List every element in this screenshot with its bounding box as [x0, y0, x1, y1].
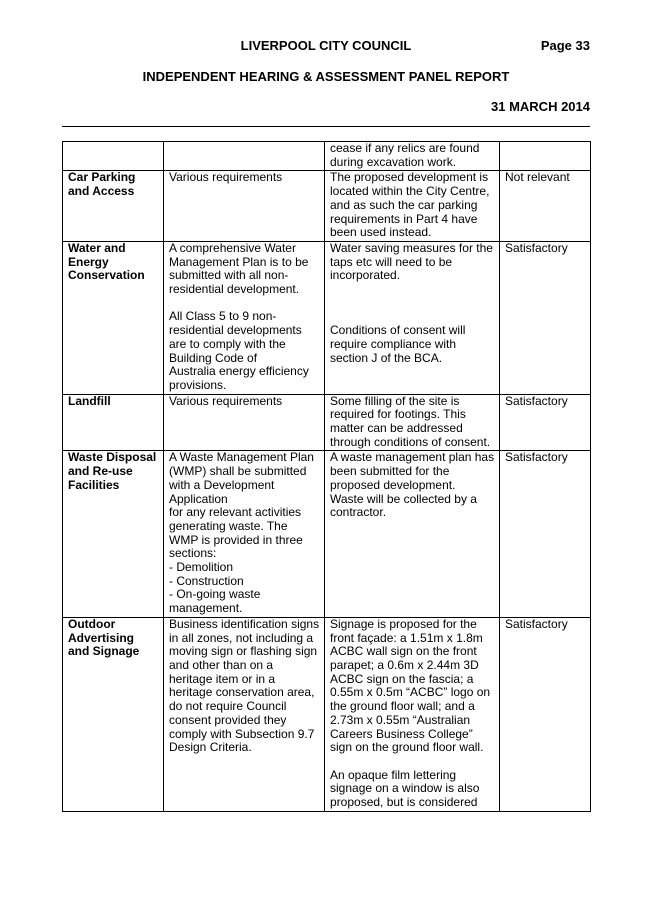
requirement-line: consent provided they [169, 712, 287, 727]
requirement-line: residential developments [169, 323, 302, 338]
requirement-line: Design Criteria. [169, 740, 252, 755]
compliance-cell [500, 617, 591, 811]
comment-line: Water saving measures for the [330, 241, 493, 255]
comment-line [330, 283, 494, 297]
control-label: Landfill [68, 394, 111, 408]
comment-line: located within the City Centre, [330, 184, 490, 199]
comment-line: proposed development. [330, 477, 456, 492]
assessment-table-body [63, 142, 591, 812]
control-cell [63, 142, 164, 171]
comment-line: ACBC wall sign on the front [330, 644, 477, 659]
comment-cell [325, 617, 500, 811]
requirement-cell [164, 617, 325, 811]
control-label: Energy [68, 254, 109, 269]
comment-line: The proposed development is [330, 170, 489, 185]
comment-line: Signage is proposed for the [330, 617, 477, 631]
requirement-line: (WMP) shall be submitted [169, 464, 307, 479]
comment-line: ACBC sign on the fascia; a [330, 671, 474, 686]
control-label: Advertising [68, 630, 135, 645]
requirement-line: - Demolition [169, 560, 234, 575]
comment-line: 0.55m x 0.5m “ACBC” logo on [330, 685, 491, 700]
requirement-line: for any relevant activities [169, 505, 302, 520]
requirement-line: Management Plan is to be [169, 254, 309, 269]
requirement-line: - On-going waste [169, 587, 261, 602]
comment-line: during excavation work. [330, 154, 457, 169]
comment-line: front façade: a 1.51m x 1.8m [330, 630, 483, 645]
comment-cell [325, 451, 500, 617]
comment-line: cease if any relics are found [330, 141, 480, 155]
comment-line: incorporated. [330, 268, 401, 283]
control-cell [63, 451, 164, 617]
control-label: and Re-use [68, 464, 133, 479]
compliance-cell [500, 394, 591, 451]
comment-line [330, 755, 494, 769]
requirement-line: residential development. [169, 282, 300, 297]
report-title: INDEPENDENT HEARING & ASSESSMENT PANEL REPORT [142, 69, 510, 84]
requirement-line: Application [169, 491, 228, 506]
comment-cell [325, 241, 500, 394]
requirement-line: A Waste Management Plan [169, 450, 314, 465]
comment-line: Careers Business College” [330, 726, 473, 741]
table-row [63, 451, 591, 617]
control-label: Facilities [68, 477, 120, 492]
comment-line: sign on the ground floor wall. [330, 740, 484, 755]
control-label: Conservation [68, 268, 145, 283]
comment-line: through conditions of consent. [330, 434, 491, 449]
requirement-line [169, 297, 319, 311]
compliance-status: Satisfactory [505, 617, 568, 631]
requirement-line: Business identification signs [169, 617, 320, 631]
header-divider [62, 126, 590, 127]
requirement-line: - Construction [169, 573, 244, 588]
compliance-status: Satisfactory [505, 450, 568, 465]
requirement-line: are to comply with the [169, 336, 286, 351]
table-row-continued [63, 142, 591, 171]
comment-line: parapet; a 0.6m x 2.44m 3D [330, 658, 479, 672]
requirement-line: A comprehensive Water [169, 241, 296, 255]
control-label: Outdoor [68, 617, 116, 631]
compliance-cell [500, 171, 591, 242]
comment-line: Some filling of the site is [330, 394, 460, 408]
control-label: Car Parking [68, 170, 136, 185]
table-row [63, 394, 591, 451]
requirement-line: Various requirements [169, 170, 283, 185]
comment-cell [325, 142, 500, 171]
comment-line: Waste will be collected by a [330, 491, 477, 506]
compliance-status: Not relevant [505, 170, 570, 185]
comment-line: require compliance with [330, 336, 457, 351]
compliance-cell [500, 241, 591, 394]
compliance-status: Satisfactory [505, 241, 568, 255]
comment-line: and as such the car parking [330, 197, 478, 212]
compliance-cell [500, 142, 591, 171]
control-cell [63, 394, 164, 451]
table-row [63, 617, 591, 811]
comment-line: requirements in Part 4 have [330, 211, 478, 226]
requirement-line: heritage item or in a [169, 671, 276, 686]
compliance-cell [500, 451, 591, 617]
comment-line: proposed, but is considered [330, 795, 478, 810]
comment-line: matter can be addressed [330, 421, 463, 436]
comment-line: section J of the BCA. [330, 350, 443, 365]
requirement-line: provisions. [169, 377, 227, 392]
requirement-line: generating waste. The [169, 518, 288, 533]
table-row [63, 171, 591, 242]
council-name: LIVERPOOL CITY COUNCIL [240, 38, 412, 53]
comment-line: taps etc will need to be [330, 254, 453, 269]
table-row [63, 241, 591, 394]
requirement-line: submitted with all non- [169, 268, 289, 283]
page-number: Page 33 [540, 38, 590, 53]
requirement-cell [164, 394, 325, 451]
requirement-cell [164, 171, 325, 242]
comment-cell [325, 171, 500, 242]
comment-line: been submitted for the [330, 464, 450, 479]
control-label: and Access [68, 184, 135, 199]
control-label: Waste Disposal [68, 450, 157, 465]
comment-line: been used instead. [330, 225, 432, 240]
report-date: 31 MARCH 2014 [491, 99, 590, 114]
requirement-line: sections: [169, 546, 217, 561]
comment-line [330, 310, 494, 324]
requirement-line: heritage conservation area, [169, 685, 315, 700]
control-cell [63, 241, 164, 394]
control-label: Water and [68, 241, 126, 255]
comment-line: 2.73m x 0.55m “Australian [330, 712, 471, 727]
requirement-cell [164, 241, 325, 394]
requirement-line: Building Code of [169, 350, 258, 365]
requirement-line: WMP is provided in three [169, 532, 303, 547]
requirement-line: moving sign or flashing sign [169, 644, 318, 659]
requirement-line: do not require Council [169, 699, 287, 714]
requirement-line: comply with Subsection 9.7 [169, 726, 315, 741]
compliance-status: Satisfactory [505, 394, 568, 408]
requirement-line: and other than on a [169, 658, 274, 672]
requirement-line: in all zones, not including a [169, 630, 314, 645]
comment-line: A waste management plan has [330, 450, 495, 465]
comment-line [330, 297, 494, 311]
comment-line: contractor. [330, 505, 387, 520]
comment-line: the ground floor wall; and a [330, 699, 475, 714]
requirement-cell [164, 142, 325, 171]
requirement-line: Australia energy efficiency [169, 364, 309, 379]
control-cell [63, 617, 164, 811]
control-label: and Signage [68, 644, 140, 659]
requirement-line: Various requirements [169, 394, 283, 408]
control-cell [63, 171, 164, 242]
requirement-cell [164, 451, 325, 617]
requirement-line: with a Development [169, 477, 275, 492]
comment-line: signage on a window is also [330, 781, 480, 796]
comment-cell [325, 394, 500, 451]
comment-line: Conditions of consent will [330, 323, 466, 338]
requirement-line: All Class 5 to 9 non- [169, 309, 277, 324]
assessment-table [62, 141, 591, 812]
comment-line: An opaque film lettering [330, 767, 457, 782]
comment-line: required for footings. This [330, 407, 466, 422]
requirement-line: management. [169, 601, 243, 616]
